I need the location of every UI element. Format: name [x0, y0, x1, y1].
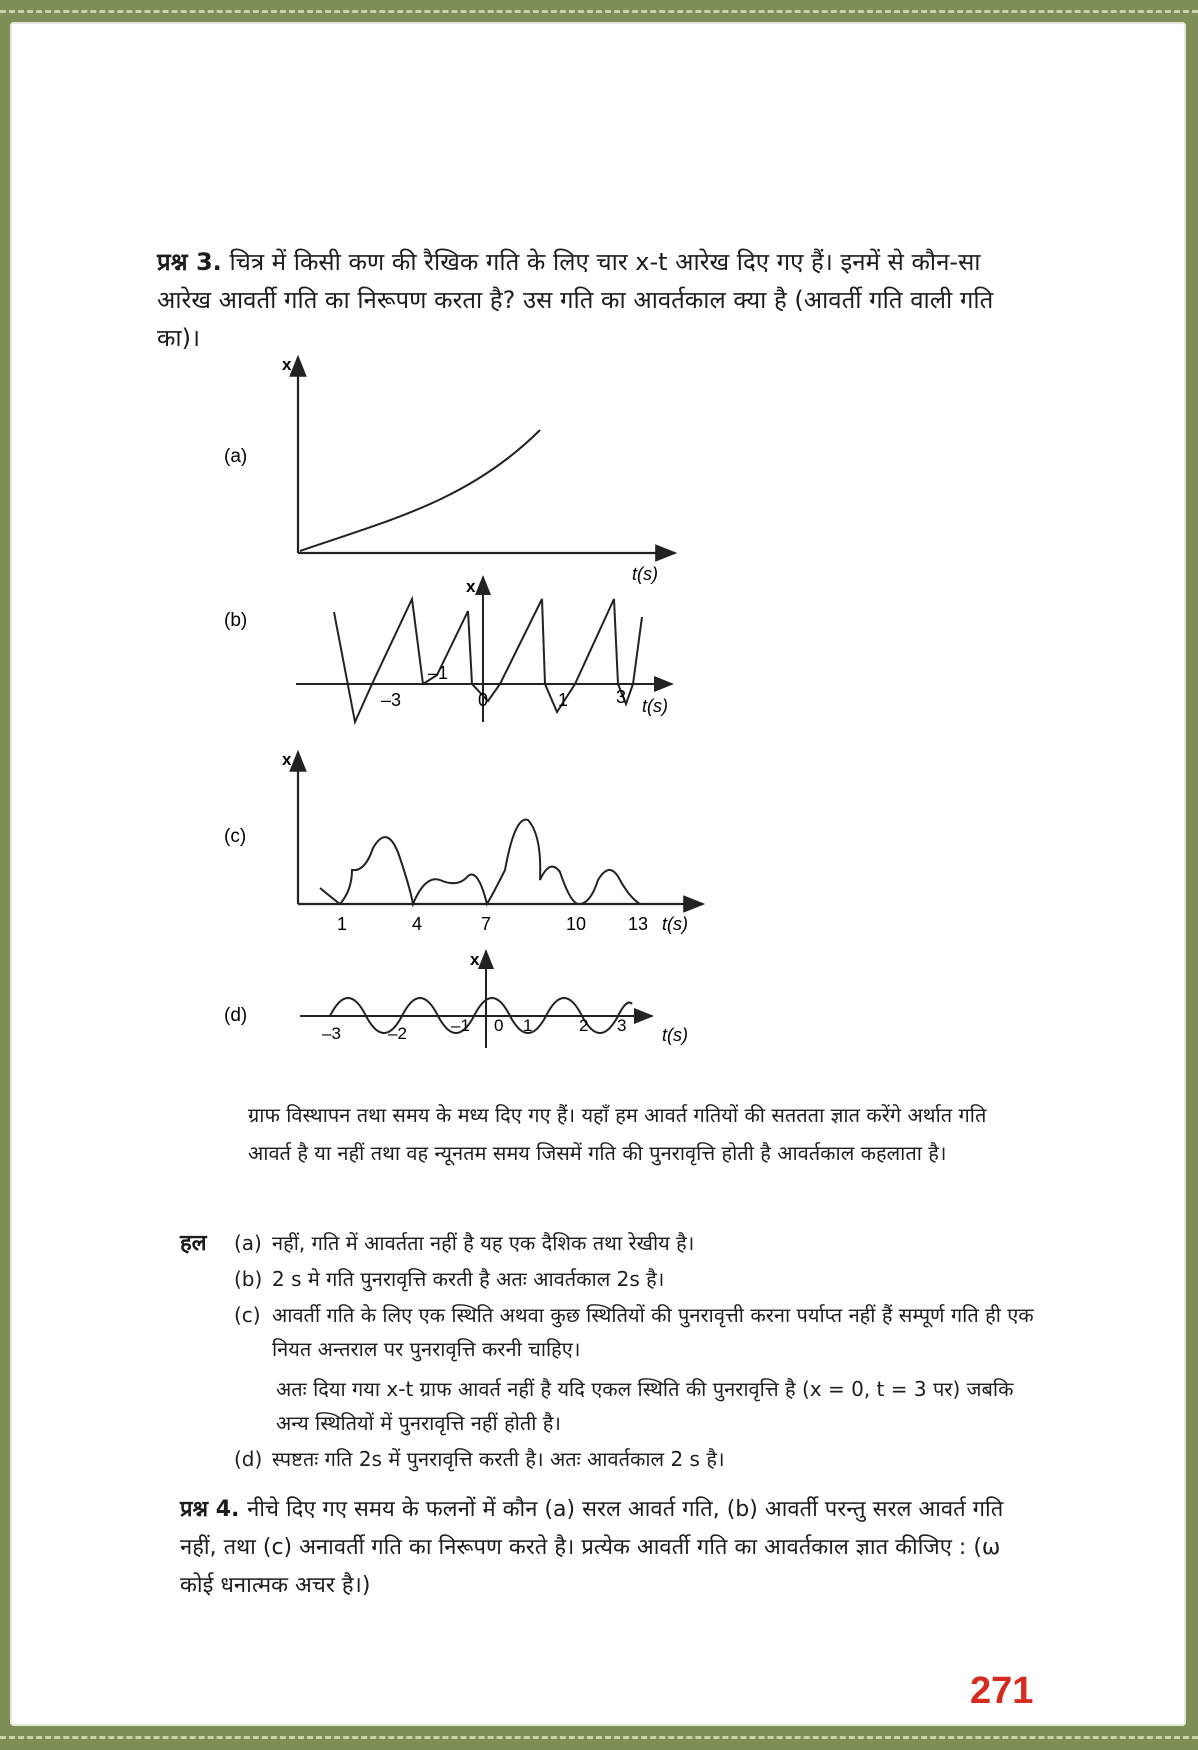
bottom-dashed-border [0, 1736, 1198, 1739]
solution-item-b [234, 1262, 1034, 1296]
solution-item-a-label: (a) [234, 1231, 262, 1255]
graph-b-label: (b) [224, 610, 248, 631]
graph-a-y-label: x [282, 355, 292, 374]
solution-item-c-continued [276, 1372, 1032, 1440]
graph-b-tick-3: 3 [616, 687, 627, 707]
graph-c-tick-4: 4 [412, 914, 423, 934]
graph-a-label: (a) [224, 446, 248, 467]
graph-d [224, 950, 688, 1048]
page-number: 271 [970, 1670, 1034, 1712]
graph-b-x-label: t(s) [642, 696, 668, 716]
solution-label: हल [180, 1231, 207, 1256]
graph-c-y-label: x [282, 750, 292, 769]
solution-item-d-text: स्पष्टतः गति 2s में पुनरावृत्ति करती है। अतः आवर्तकाल 2 s है। [272, 1447, 725, 1471]
question-3-text: चित्र में किसी कण की रैखिक गति के लिए चार x-t आरेख दिए गए हैं। इनमें से कौन-सा आरेख आवर्ती गति का निरूपण करता है? उस गति का आवर्तकाल क्या है (आवर्ती गति वाली गति का)। [157, 248, 994, 352]
solution-item-c [234, 1298, 1034, 1366]
graph-c-tick-1: 1 [337, 914, 348, 934]
graph-d-label: (d) [224, 1005, 248, 1026]
graph-d-tick-1: 1 [523, 1016, 533, 1035]
graph-c-label: (c) [224, 826, 247, 847]
solution-item-c-label: (c) [234, 1303, 261, 1327]
graph-d-tick-minus3: –3 [322, 1024, 341, 1043]
question-3-label: प्रश्न 3. [157, 248, 222, 276]
solution-item-d [234, 1442, 1034, 1476]
graph-b-tick-0: 0 [478, 690, 489, 710]
solution-item-a [234, 1226, 1034, 1260]
graph-c [224, 750, 703, 934]
solution-item-d-label: (d) [234, 1447, 263, 1471]
question-4-label: प्रश्न 4. [180, 1497, 240, 1522]
graph-d-tick-minus1: –1 [451, 1016, 470, 1035]
graph-d-tick-0: 0 [494, 1016, 504, 1035]
graph-c-tick-13: 13 [628, 914, 649, 934]
solution-item-b-text: 2 s मे गति पुनरावृत्ति करती है अतः आवर्तकाल 2s है। [272, 1267, 665, 1291]
graph-b-tick-minus3: –3 [381, 690, 402, 710]
explanation-paragraph: ग्राफ विस्थापन तथा समय के मध्य दिए गए हैं। यहाँ हम आवर्त गतियों की सततता ज्ञात करेंगे अर्थात गति आवर्त है या नहीं तथा वह न्यूनतम समय जिसमें गति की पुनरावृत्ति होती है आवर्तकाल कहलाता है। [248, 1103, 987, 1165]
solution-item-b-label: (b) [234, 1267, 263, 1291]
graph-b-tick-1: 1 [558, 690, 569, 710]
graph-d-tick-2: 2 [579, 1016, 589, 1035]
graph-c-curve [320, 820, 640, 904]
graph-d-tick-3: 3 [617, 1016, 627, 1035]
solution-item-c2-text: अतः दिया गया x-t ग्राफ आवर्त नहीं है यदि एकल स्थिति की पुनरावृत्ति है (x = 0, t = 3 पर) जबकि अन्य स्थितियों में पुनरावृत्ति नहीं होती है। [276, 1377, 1014, 1435]
graph-c-tick-7: 7 [481, 914, 492, 934]
graph-b [224, 577, 672, 722]
graph-d-y-label: x [470, 950, 480, 969]
question-4-text: नीचे दिए गए समय के फलनों में कौन (a) सरल आवर्त गति, (b) आवर्ती परन्तु सरल आवर्त गति नहीं, तथा (c) अनावर्ती गति का निरूपण करते है। प्रत्येक आवर्ती गति का आवर्तकाल ज्ञात कीजिए : (ω कोई धनात्मक अचर है।) [180, 1497, 1004, 1598]
graph-c-x-label: t(s) [662, 914, 688, 934]
graph-a-x-label: t(s) [632, 564, 658, 584]
graph-b-tick-minus1: –1 [428, 663, 449, 683]
graph-a-curve [300, 430, 540, 551]
graph-b-y-label: x [466, 577, 476, 596]
graph-d-x-label: t(s) [662, 1025, 688, 1045]
question-4 [180, 1491, 1030, 1605]
solution-item-a-text: नहीं, गति में आवर्तता नहीं है यह एक दैशिक तथा रेखीय है। [272, 1231, 695, 1255]
graph-c-tick-10: 10 [566, 914, 587, 934]
graph-a [224, 355, 675, 584]
graph-d-tick-minus2: –2 [388, 1024, 407, 1043]
solution-item-c-text: आवर्ती गति के लिए एक स्थिति अथवा कुछ स्थितियों की पुनरावृत्ती करना पर्याप्त नहीं हैं सम्पूर्ण गति ही एक नियत अन्तराल पर पुनरावृत्ति करनी चाहिए। [272, 1303, 1034, 1361]
